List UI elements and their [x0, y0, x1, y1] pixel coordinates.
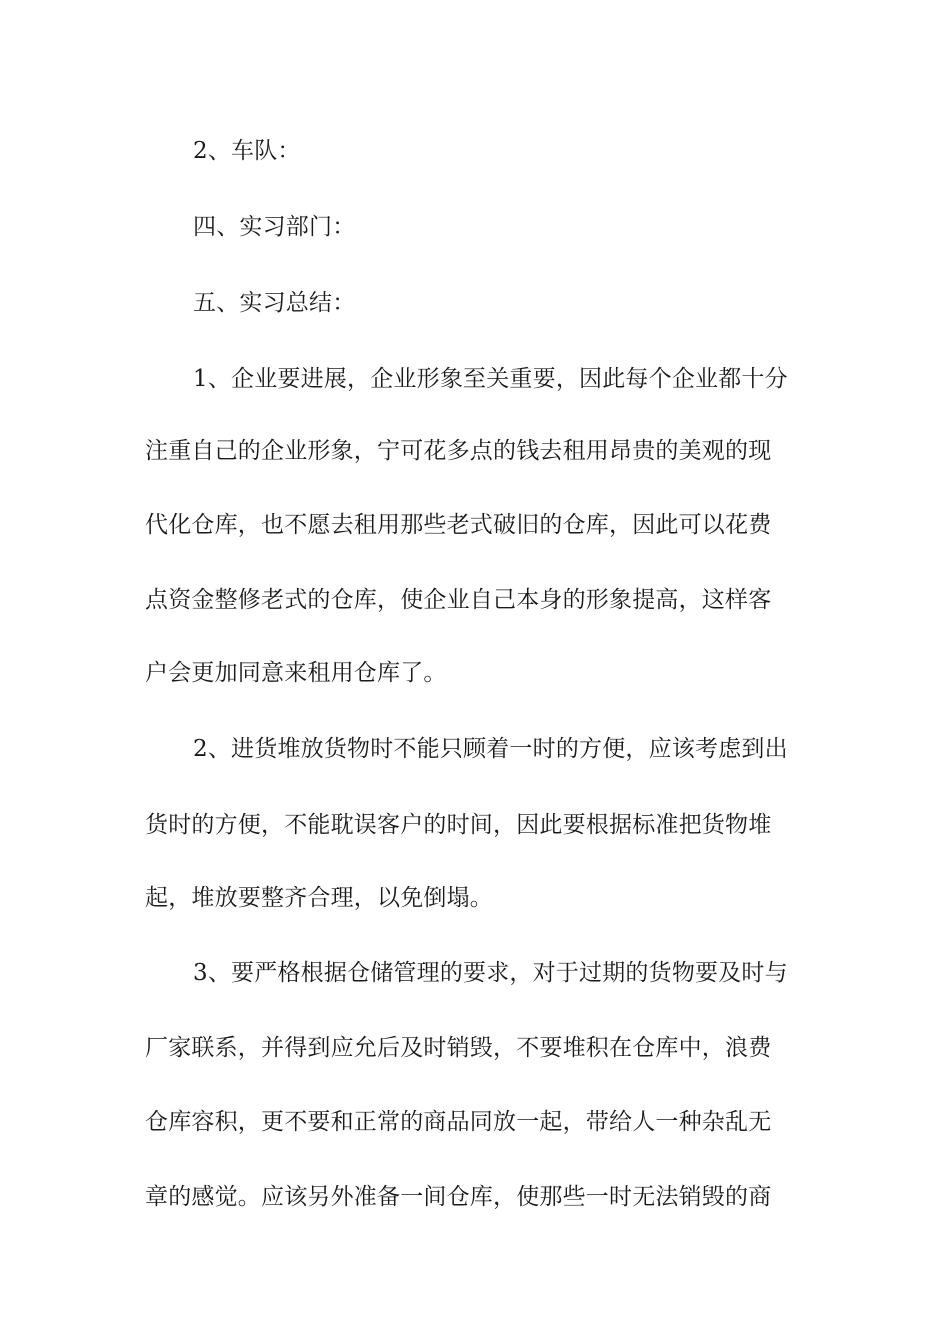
heading-fleet: 2、车队： — [193, 138, 301, 164]
paragraph-2-line-1: 2、进货堆放货物时不能只顾着一时的方便，应该考虑到出 — [193, 736, 788, 762]
heading-internship-department: 四、实习部门： — [193, 214, 356, 240]
paragraph-1-line-5: 户会更加同意来租用仓库了。 — [145, 660, 447, 686]
paragraph-2-line-3: 起，堆放要整齐合理，以免倒塌。 — [145, 885, 493, 911]
paragraph-1-line-4: 点资金整修老式的仓库，使企业自己本身的形象提高，这样客 — [145, 587, 772, 613]
paragraph-1-line-3: 代化仓库，也不愿去租用那些老式破旧的仓库，因此可以花费 — [145, 512, 772, 538]
heading-internship-summary: 五、实习总结： — [193, 290, 356, 316]
paragraph-1-line-1: 1、企业要进展，企业形象至关重要，因此每个企业都十分 — [193, 366, 788, 392]
paragraph-3-line-4: 章的感觉。应该另外准备一间仓库，使那些一时无法销毁的商 — [145, 1184, 772, 1210]
paragraph-3-line-1: 3、要严格根据仓储管理的要求，对于过期的货物要及时与 — [193, 960, 788, 986]
paragraph-3-line-2: 厂家联系，并得到应允后及时销毁，不要堆积在仓库中，浪费 — [145, 1035, 772, 1061]
paragraph-1-line-2: 注重自己的企业形象，宁可花多点的钱去租用昂贵的美观的现 — [145, 438, 772, 464]
paragraph-3-line-3: 仓库容积，更不要和正常的商品同放一起，带给人一种杂乱无 — [145, 1109, 772, 1135]
paragraph-2-line-2: 货时的方便，不能耽误客户的时间，因此要根据标准把货物堆 — [145, 812, 772, 838]
